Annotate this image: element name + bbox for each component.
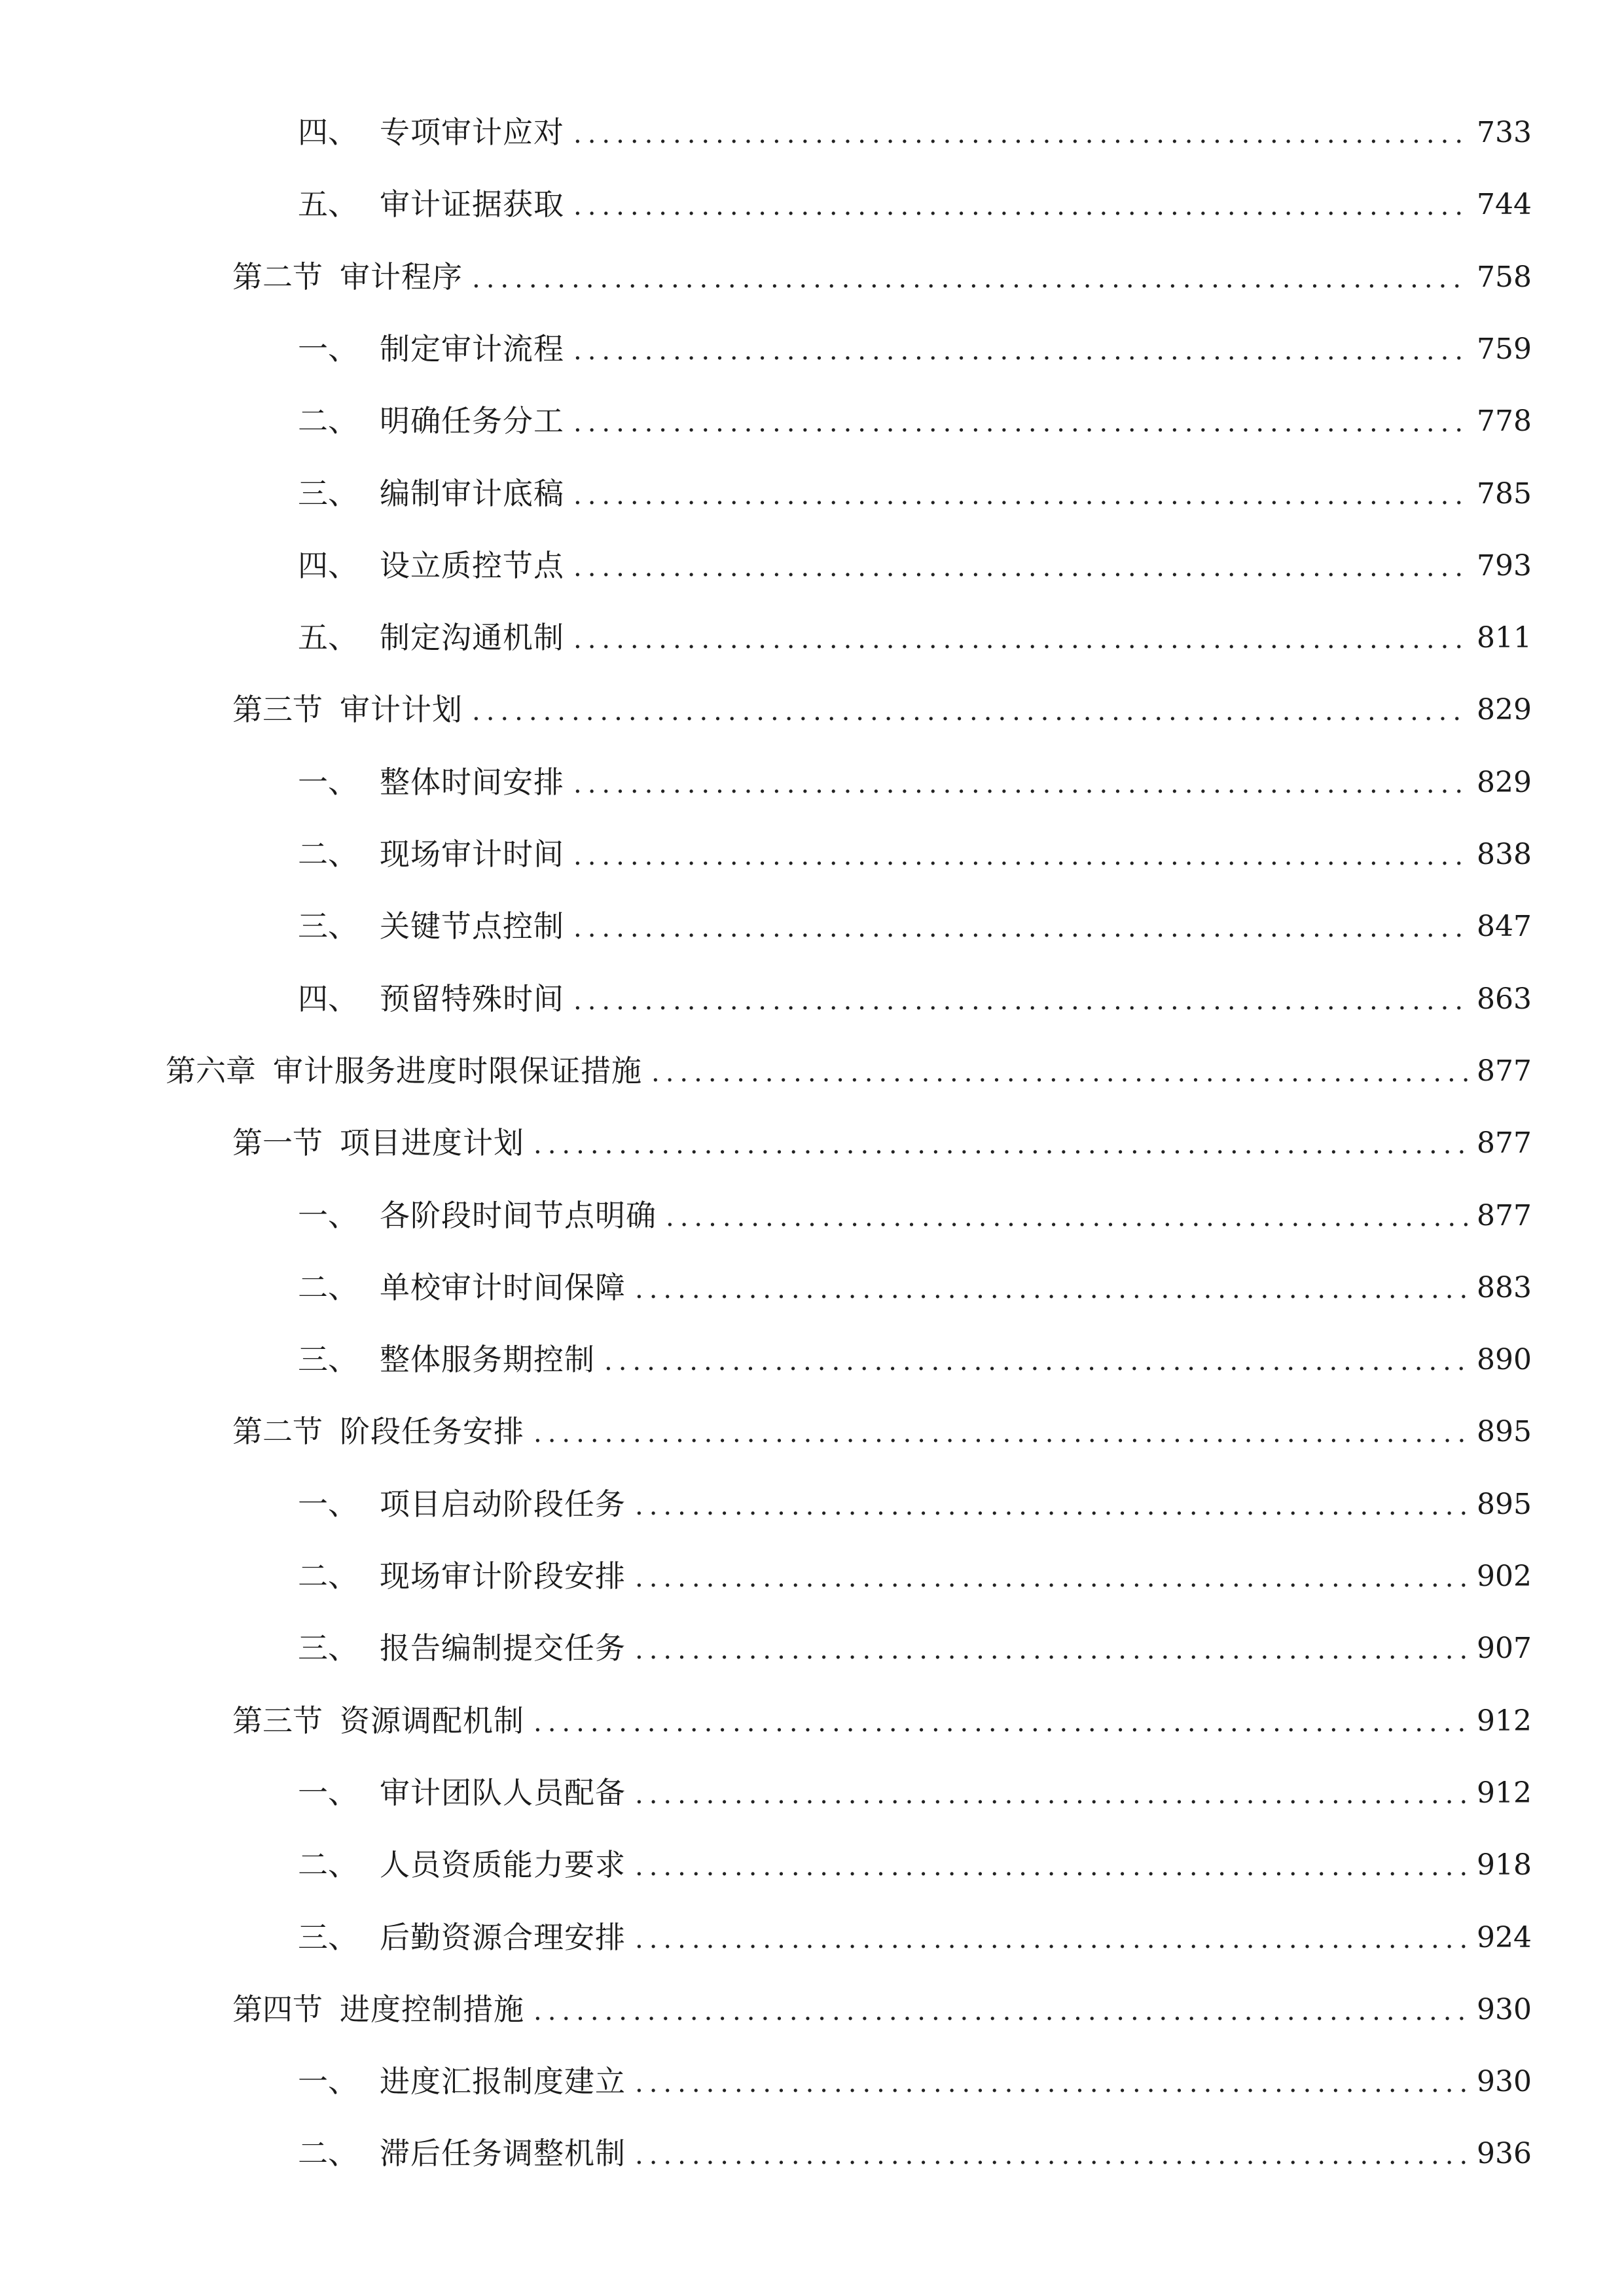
toc-page-number: 877 xyxy=(1477,1198,1532,1232)
toc-page-number: 811 xyxy=(1477,621,1532,655)
toc-page-number: 758 xyxy=(1477,260,1532,294)
toc-entry-title: 设立质控节点 xyxy=(380,547,564,583)
toc-page-number: 744 xyxy=(1477,188,1532,222)
toc-dot-leader xyxy=(573,338,1468,364)
toc-dot-leader xyxy=(635,2070,1468,2096)
toc-section-entry[interactable] xyxy=(232,1972,1532,2027)
toc-subsection-entry[interactable] xyxy=(298,456,1532,509)
toc-entry-title: 整体服务期控制 xyxy=(380,1342,595,1378)
toc-entry-number: 第四节 xyxy=(232,1991,323,2027)
toc-dot-leader xyxy=(573,915,1468,941)
toc-entry-number: 一、 xyxy=(298,1774,358,1810)
toc-dot-leader xyxy=(635,1637,1468,1663)
toc-dot-leader xyxy=(573,121,1468,147)
toc-entry-title: 现场审计阶段安排 xyxy=(380,1558,626,1594)
toc-page-number: 924 xyxy=(1477,1920,1532,1954)
toc-subsection-entry[interactable] xyxy=(298,817,1532,872)
toc-page-number: 895 xyxy=(1477,1415,1532,1449)
toc-page-number: 930 xyxy=(1477,2065,1532,2099)
toc-section-entry[interactable] xyxy=(232,1394,1532,1450)
toc-subsection-entry[interactable] xyxy=(298,745,1532,800)
toc-entry-title: 滞后任务调整机制 xyxy=(380,2136,626,2172)
toc-page-number: 877 xyxy=(1477,1054,1532,1088)
toc-page-number: 912 xyxy=(1477,1776,1532,1810)
toc-page-number: 936 xyxy=(1477,2137,1532,2171)
toc-entry-number: 一、 xyxy=(298,1486,358,1522)
toc-entry-title: 人员资质能力要求 xyxy=(380,1847,626,1883)
toc-entry-title: 预留特殊时间 xyxy=(380,980,564,1016)
toc-dot-leader xyxy=(533,1132,1468,1158)
toc-entry-number: 三、 xyxy=(298,1342,358,1378)
toc-subsection-entry[interactable] xyxy=(298,1178,1532,1233)
toc-entry-title: 项目启动阶段任务 xyxy=(380,1486,626,1522)
toc-page-number: 733 xyxy=(1477,116,1532,149)
toc-entry-number: 四、 xyxy=(298,980,358,1016)
toc-dot-leader xyxy=(573,410,1468,436)
toc-section-entry[interactable] xyxy=(232,672,1532,728)
toc-dot-leader xyxy=(651,1060,1468,1086)
toc-page-number: 759 xyxy=(1477,332,1532,366)
toc-dot-leader xyxy=(573,482,1468,509)
toc-dot-leader xyxy=(635,2142,1468,2168)
toc-entry-number: 四、 xyxy=(298,547,358,583)
toc-dot-leader xyxy=(635,1854,1468,1880)
toc-subsection-entry[interactable] xyxy=(298,312,1532,367)
toc-subsection-entry[interactable] xyxy=(298,1250,1532,1305)
toc-section-entry[interactable] xyxy=(232,1683,1532,1736)
toc-entry-number: 三、 xyxy=(298,908,358,944)
toc-entry-number: 二、 xyxy=(298,1847,358,1883)
toc-page-number: 883 xyxy=(1477,1270,1532,1304)
toc-page-number: 778 xyxy=(1477,404,1532,439)
toc-entry-title: 制定审计流程 xyxy=(380,331,564,367)
toc-subsection-entry[interactable] xyxy=(298,1467,1532,1522)
toc-entry-number: 三、 xyxy=(298,475,358,511)
toc-page-number: 930 xyxy=(1477,1992,1532,2026)
toc-entry-number: 二、 xyxy=(298,836,358,872)
toc-entry-title: 专项审计应对 xyxy=(380,115,564,150)
toc-entry-title: 制定沟通机制 xyxy=(380,620,564,656)
toc-entry-number: 一、 xyxy=(298,1197,358,1233)
toc-entry-title: 编制审计底稿 xyxy=(380,475,564,511)
toc-subsection-entry[interactable] xyxy=(298,528,1532,581)
toc-subsection-entry[interactable] xyxy=(298,1827,1532,1883)
toc-dot-leader xyxy=(472,698,1468,725)
toc-entry-title: 审计团队人员配备 xyxy=(380,1774,626,1810)
toc-page-number: 912 xyxy=(1477,1704,1532,1738)
toc-page-number: 793 xyxy=(1477,548,1532,583)
toc-entry-title: 关键节点控制 xyxy=(380,908,564,944)
toc-dot-leader xyxy=(533,1998,1468,2024)
toc-chapter-entry[interactable] xyxy=(166,1033,1532,1086)
toc-page-number: 902 xyxy=(1477,1560,1532,1593)
toc-entry-number: 三、 xyxy=(298,1630,358,1666)
toc-entry-title: 进度控制措施 xyxy=(340,1991,524,2027)
toc-dot-leader xyxy=(635,1926,1468,1952)
toc-subsection-entry[interactable] xyxy=(298,889,1532,944)
toc-entry-title: 明确任务分工 xyxy=(380,403,564,439)
toc-section-entry[interactable] xyxy=(232,1105,1532,1161)
toc-subsection-entry[interactable] xyxy=(298,2044,1532,2100)
toc-entry-number: 第一节 xyxy=(232,1125,323,1161)
toc-section-entry[interactable] xyxy=(232,240,1532,295)
toc-dot-leader xyxy=(604,1348,1468,1374)
toc-entry-title: 整体时间安排 xyxy=(380,764,564,800)
toc-entry-number: 五、 xyxy=(298,187,358,223)
toc-page-number: 847 xyxy=(1477,910,1532,944)
toc-subsection-entry[interactable] xyxy=(298,961,1532,1014)
toc-entry-title: 审计程序 xyxy=(340,259,463,295)
toc-entry-number: 一、 xyxy=(298,2064,358,2100)
toc-entry-title: 阶段任务安排 xyxy=(340,1414,524,1450)
toc-page-number: 829 xyxy=(1477,693,1532,727)
toc-entry-number: 一、 xyxy=(298,764,358,800)
toc-subsection-entry[interactable] xyxy=(298,167,1532,223)
toc-dot-leader xyxy=(573,626,1468,653)
toc-entry-number: 第二节 xyxy=(232,259,323,295)
toc-page-number: 907 xyxy=(1477,1632,1532,1666)
toc-entry-number: 二、 xyxy=(298,1558,358,1594)
toc-entry-number: 第六章 xyxy=(166,1052,256,1088)
toc-page-number: 785 xyxy=(1477,476,1532,511)
toc-dot-leader xyxy=(666,1204,1468,1230)
toc-dot-leader xyxy=(573,843,1468,869)
toc-entry-title: 各阶段时间节点明确 xyxy=(380,1197,657,1233)
toc-page-number: 829 xyxy=(1477,765,1532,799)
toc-subsection-entry[interactable] xyxy=(298,1539,1532,1594)
toc-entry-number: 第三节 xyxy=(232,692,323,728)
toc-dot-leader xyxy=(573,193,1468,219)
toc-page-number: 863 xyxy=(1477,982,1532,1016)
toc-entry-title: 审计服务进度时限保证措施 xyxy=(273,1052,642,1088)
toc-subsection-entry[interactable] xyxy=(298,1755,1532,1808)
toc-entry-number: 第二节 xyxy=(232,1414,323,1450)
toc-entry-title: 项目进度计划 xyxy=(340,1125,524,1161)
toc-page-number: 877 xyxy=(1477,1126,1532,1160)
toc-entry-number: 二、 xyxy=(298,1269,358,1305)
toc-dot-leader xyxy=(573,771,1468,797)
toc-subsection-entry[interactable] xyxy=(298,600,1532,656)
toc-entry-title: 报告编制提交任务 xyxy=(380,1630,626,1666)
toc-subsection-entry[interactable] xyxy=(298,2116,1532,2172)
toc-page-number: 890 xyxy=(1477,1343,1532,1377)
toc-entry-number: 二、 xyxy=(298,403,358,439)
toc-entry-title: 审计计划 xyxy=(340,692,463,728)
toc-subsection-entry[interactable] xyxy=(298,1900,1532,1955)
toc-subsection-entry[interactable] xyxy=(298,384,1532,439)
toc-dot-leader xyxy=(635,1493,1468,1519)
toc-subsection-entry[interactable] xyxy=(298,95,1532,150)
toc-entry-number: 一、 xyxy=(298,331,358,367)
toc-dot-leader xyxy=(533,1710,1468,1736)
toc-entry-number: 第三节 xyxy=(232,1702,323,1738)
toc-entry-title: 审计证据获取 xyxy=(380,187,564,223)
toc-dot-leader xyxy=(573,988,1468,1014)
toc-page-number: 895 xyxy=(1477,1487,1532,1521)
toc-entry-title: 资源调配机制 xyxy=(340,1702,524,1738)
toc-dot-leader xyxy=(472,266,1468,292)
toc-entry-title: 后勤资源合理安排 xyxy=(380,1919,626,1955)
toc-subsection-entry[interactable] xyxy=(298,1322,1532,1378)
toc-entry-number: 三、 xyxy=(298,1919,358,1955)
toc-entry-title: 现场审计时间 xyxy=(380,836,564,872)
toc-entry-title: 单校审计时间保障 xyxy=(380,1269,626,1305)
toc-entry-title: 进度汇报制度建立 xyxy=(380,2064,626,2100)
toc-dot-leader xyxy=(635,1782,1468,1808)
toc-page-number: 838 xyxy=(1477,838,1532,871)
toc-entry-number: 五、 xyxy=(298,620,358,656)
toc-subsection-entry[interactable] xyxy=(298,1611,1532,1666)
toc-entry-number: 二、 xyxy=(298,2136,358,2172)
toc-dot-leader xyxy=(635,1276,1468,1302)
toc-dot-leader xyxy=(573,554,1468,581)
toc-page-number: 918 xyxy=(1477,1848,1532,1882)
toc-entry-number: 四、 xyxy=(298,115,358,150)
toc-dot-leader xyxy=(533,1420,1468,1446)
toc-dot-leader xyxy=(635,1565,1468,1591)
